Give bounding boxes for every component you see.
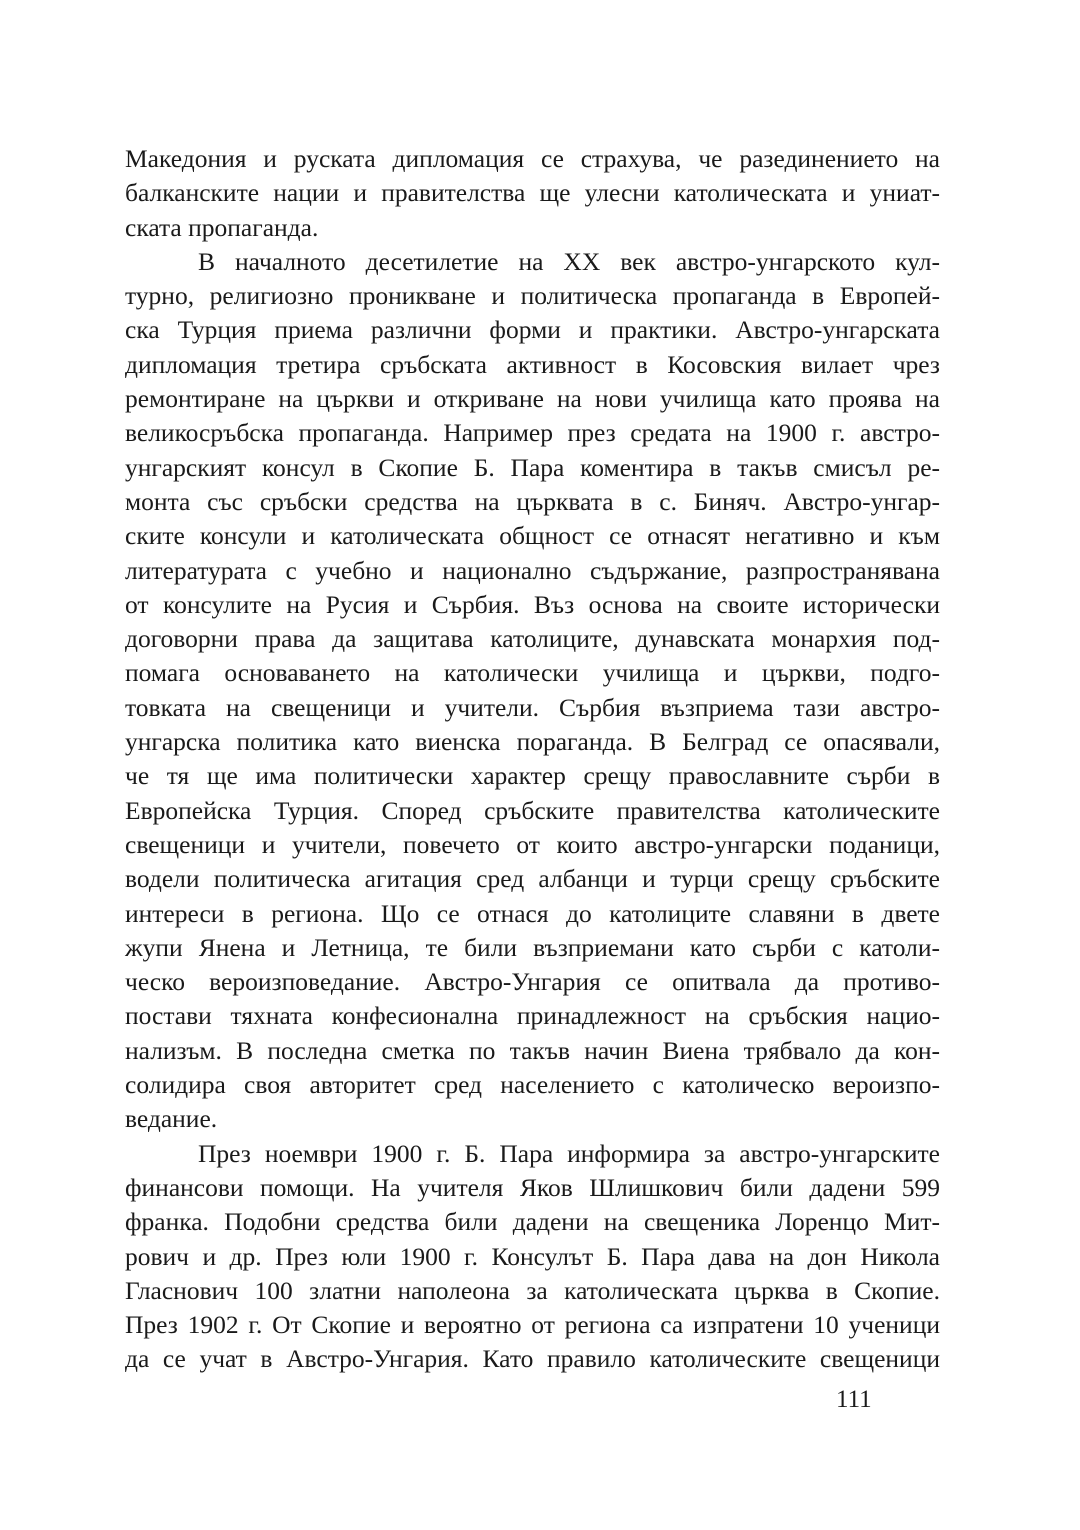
text-line: интереси в региона. Що се отнася до католиците славяни в двете <box>125 898 940 928</box>
text-line: рович и др. През юли 1900 г. Консулът Б. Пара дава на дон Никола <box>125 1241 940 1271</box>
text-line: договорни права да защитава католиците, дунавската монархия под- <box>125 624 940 654</box>
text-line: унгарска политика като виенска пораганда. В Белград се опасявали, <box>125 727 940 757</box>
text-line: франка. Подобни средства били дадени на свещеника Лоренцо Мит- <box>125 1207 940 1237</box>
text-line: свещеници и учители, повечето от които австро-унгарски поданици, <box>125 829 940 859</box>
text-line: помага основаването на католически училища и църкви, подго- <box>125 658 940 688</box>
text-line: монта със сръбски средства на църквата в с. Биняч. Австро-унгар- <box>125 486 940 516</box>
text-line: Македония и руската дипломация се страхува, че разединението на <box>125 144 940 173</box>
text-line: финансови помощи. На учителя Яков Шлишкович били дадени 599 <box>125 1172 940 1202</box>
text-line: турно, религиозно проникване и политическа пропаганда в Европей- <box>125 281 940 311</box>
text-line: литературата с учебно и национално съдържание, разпространявана <box>125 555 940 585</box>
text-line: В началното десетилетие на XX век австро-унгарското кул- <box>198 246 940 276</box>
text-line: великосръбска пропаганда. Например през средата на 1900 г. австро- <box>125 418 940 448</box>
text-line: унгарският консул в Скопие Б. Пара коментира в такъв смисъл ре- <box>125 452 940 482</box>
body-text <box>125 142 940 1377</box>
text-line: от консулите на Русия и Сърбия. Въз основа на своите исторически <box>125 589 940 619</box>
text-line: ските консули и католическата общност се отнасят негативно и към <box>125 521 940 551</box>
text-line: Гласнович 100 златни наполеона за католическата църква в Скопие. <box>125 1275 940 1305</box>
text-line: че тя ще има политически характер срещу православните сърби в <box>125 761 940 791</box>
text-line: ремонтиране на църкви и откриване на нови училища като проява на <box>125 384 940 414</box>
text-line: През ноември 1900 г. Б. Пара информира за австро-унгарските <box>198 1138 940 1168</box>
text-line: солидира своя авторитет сред населението с католическо вероизпо- <box>125 1070 940 1100</box>
text-line: нализъм. В последна сметка по такъв начин Виена трябвало да кон- <box>125 1035 940 1065</box>
text-line: балканските нации и правителства ще улесни католическата и униат- <box>125 178 940 208</box>
text-line: ска Турция приема различни форми и практики. Австро-унгарската <box>125 315 940 345</box>
text-line: постави тяхната конфесионална принадлежност на сръбския нацио- <box>125 1001 940 1031</box>
page-number: 111 <box>836 1386 872 1413</box>
text-line: водели политическа агитация сред албанци и турци срещу сръбските <box>125 864 940 894</box>
text-line: ческо вероизповедание. Австро-Унгария се опитвала да противо- <box>125 967 940 997</box>
text-line: ведание. <box>125 1104 218 1134</box>
text-line: товката на свещеници и учители. Сърбия възприема тази австро- <box>125 692 940 722</box>
text-line: През 1902 г. От Скопие и вероятно от региона са изпратени 10 ученици <box>125 1310 940 1340</box>
text-line: жупи Янена и Летница, те били възприемани като сърби с католи- <box>125 932 940 962</box>
text-line: да се учат в Австро-Унгария. Като правило католическите свещеници <box>125 1344 940 1374</box>
text-line: дипломация третира сръбската активност в Косовския вилает чрез <box>125 349 940 379</box>
text-line: Европейска Турция. Според сръбските правителства католическите <box>125 795 940 825</box>
text-line: ската пропаганда. <box>125 212 319 242</box>
